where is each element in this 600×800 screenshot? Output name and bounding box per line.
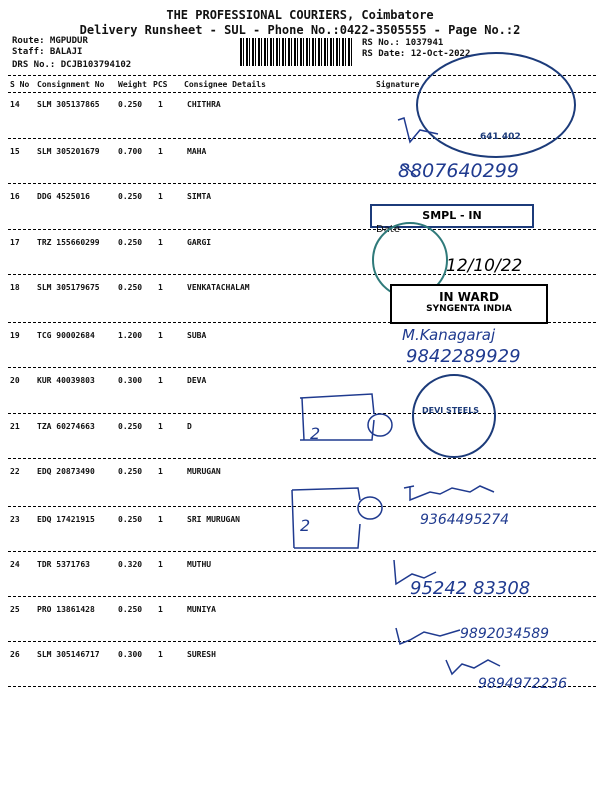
- row-consignee: D: [187, 422, 192, 431]
- row-pcs: 1: [158, 100, 163, 109]
- row-weight: 0.250: [118, 467, 143, 476]
- row-consignee: VENKATACHALAM: [187, 283, 250, 292]
- row-pcs: 1: [158, 283, 163, 292]
- row-consignee: MAHA: [187, 147, 207, 156]
- row-consignment-no: SLM 305179675: [37, 283, 100, 292]
- inward-stamp-company: SYNGENTA INDIA: [426, 304, 512, 314]
- col-signature: Signature: [376, 80, 420, 89]
- row-sno: 18: [10, 283, 20, 292]
- signature-stroke-26: [446, 660, 500, 674]
- row-weight: 0.700: [118, 147, 143, 156]
- row-pcs: 1: [158, 515, 163, 524]
- row-consignment-no: DDG 4525016: [37, 192, 90, 201]
- row-sno: 14: [10, 100, 20, 109]
- row-consignment-no: EDQ 17421915: [37, 515, 95, 524]
- route: Route: MGPUDUR: [12, 36, 88, 46]
- row-consignee: MUNIYA: [187, 605, 216, 614]
- row-pcs: 1: [158, 560, 163, 569]
- inward-stamp-title: IN WARD: [439, 290, 499, 304]
- runsheet-subtitle: Delivery Runsheet - SUL - Phone No.:0422-3505555 - Page No.:2: [79, 23, 521, 37]
- row-weight: 0.300: [118, 650, 143, 659]
- row-consignment-no: TCG 90002684: [37, 331, 95, 340]
- rs-number: RS No.: 1037941: [362, 38, 444, 48]
- handwritten-phone-3: 9364495274: [420, 512, 510, 528]
- round-stamp-top-text: 641 402: [480, 132, 521, 142]
- row-consignment-no: SLM 305146717: [37, 650, 100, 659]
- bracket-stroke-2: [292, 488, 360, 548]
- company-title: THE PROFESSIONAL COURIERS, Coimbatore: [166, 8, 434, 22]
- row-pcs: 1: [158, 376, 163, 385]
- row-consignment-no: TZA 60274663: [37, 422, 95, 431]
- drs-number: DRS No.: DCJB103794102: [12, 60, 132, 70]
- staff: Staff: BALAJI: [12, 47, 83, 57]
- signature-stroke-25: [396, 628, 460, 644]
- row-consignee: SRI MURUGAN: [187, 515, 240, 524]
- row-pcs: 1: [158, 238, 163, 247]
- row-consignee: GARGI: [187, 238, 212, 247]
- row-sno: 17: [10, 238, 20, 247]
- circle-mark-2: [358, 497, 382, 519]
- row-consignee: DEVA: [187, 376, 207, 385]
- row-consignment-no: PRO 13861428: [37, 605, 95, 614]
- row-weight: 0.250: [118, 515, 143, 524]
- smpl-stamp-text: SMPL - IN: [422, 209, 482, 222]
- row-consignee: SIMTA: [187, 192, 212, 201]
- handwritten-mark-1: 2: [310, 424, 321, 443]
- handwritten-phone-5: 9892034589: [460, 626, 550, 642]
- row-weight: 0.250: [118, 238, 143, 247]
- row-consignment-no: KUR 40039803: [37, 376, 95, 385]
- row-weight: 0.320: [118, 560, 143, 569]
- handwritten-phone-6: 9894972236: [478, 676, 568, 692]
- row-consignment-no: SLM 305137865: [37, 100, 100, 109]
- circle-mark-1: [368, 414, 392, 436]
- signature-stroke-22: [404, 486, 494, 500]
- row-pcs: 1: [158, 331, 163, 340]
- stamp-date-label: Date: [376, 224, 400, 235]
- col-weight: Weight: [118, 80, 147, 89]
- row-weight: 1.200: [118, 331, 143, 340]
- handwritten-mark-2: 2: [300, 516, 311, 535]
- stamp-date-value: 12/10/22: [446, 256, 523, 276]
- rs-date: RS Date: 12-Oct-2022: [362, 49, 471, 59]
- col-consignment: Consignment No: [37, 80, 105, 89]
- row-pcs: 1: [158, 467, 163, 476]
- strike-stroke: [402, 164, 416, 176]
- row-weight: 0.250: [118, 100, 143, 109]
- row-pcs: 1: [158, 422, 163, 431]
- row-sno: 26: [10, 650, 20, 659]
- signature-stroke-1: [398, 118, 438, 142]
- row-sno: 19: [10, 331, 20, 340]
- row-consignee: CHITHRA: [187, 100, 221, 109]
- row-pcs: 1: [158, 147, 163, 156]
- row-sno: 24: [10, 560, 20, 569]
- handwritten-phone-1: 8807640299: [398, 160, 519, 182]
- row-consignment-no: EDQ 20873490: [37, 467, 95, 476]
- row-sno: 20: [10, 376, 20, 385]
- signature-stroke-24: [394, 560, 436, 584]
- row-weight: 0.250: [118, 283, 143, 292]
- row-consignment-no: TRZ 155660299: [37, 238, 100, 247]
- row-consignee: MUTHU: [187, 560, 212, 569]
- col-sno: S No: [10, 80, 30, 89]
- row-consignment-no: TDR 5371763: [37, 560, 90, 569]
- row-weight: 0.250: [118, 605, 143, 614]
- row-consignee: SURESH: [187, 650, 216, 659]
- row-weight: 0.300: [118, 376, 143, 385]
- row-weight: 0.250: [118, 192, 143, 201]
- row-pcs: 1: [158, 605, 163, 614]
- row-consignment-no: SLM 305201679: [37, 147, 100, 156]
- row-sno: 16: [10, 192, 20, 201]
- row-sno: 25: [10, 605, 20, 614]
- row-sno: 22: [10, 467, 20, 476]
- col-pcs: PCS: [153, 80, 168, 89]
- row-pcs: 1: [158, 192, 163, 201]
- handwritten-name: M.Kanagaraj: [402, 326, 496, 344]
- row-sno: 15: [10, 147, 20, 156]
- bracket-stroke-1: [300, 394, 374, 440]
- handwritten-phone-2: 9842289929: [406, 346, 521, 367]
- row-sno: 23: [10, 515, 20, 524]
- col-consignee: Consignee Details: [184, 80, 266, 89]
- steels-stamp-text: DEVI STEELS: [422, 406, 480, 415]
- row-consignee: SUBA: [187, 331, 207, 340]
- row-weight: 0.250: [118, 422, 143, 431]
- row-pcs: 1: [158, 650, 163, 659]
- handwritten-phone-4: 95242 83308: [410, 578, 531, 599]
- row-consignee: MURUGAN: [187, 467, 221, 476]
- row-sno: 21: [10, 422, 20, 431]
